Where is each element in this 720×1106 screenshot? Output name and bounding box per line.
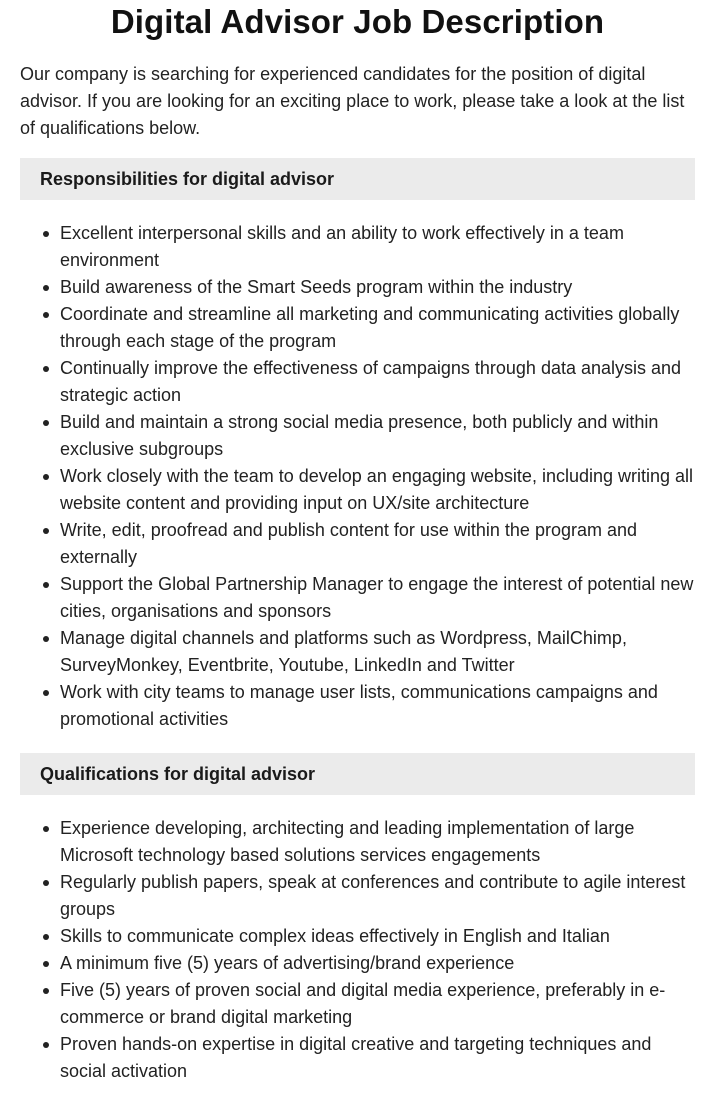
- list-item: Excellent interpersonal skills and an ability to work effectively in a team environment: [60, 220, 695, 274]
- responsibilities-list: [20, 220, 695, 733]
- list-item: Work with city teams to manage user lists, communications campaigns and promotional activities: [60, 679, 695, 733]
- list-item: Five (5) years of proven social and digital media experience, preferably in e-commerce or brand digital marketing: [60, 977, 695, 1031]
- list-item: Proven hands-on expertise in digital creative and targeting techniques and social activation: [60, 1031, 695, 1085]
- list-item: Regularly publish papers, speak at conferences and contribute to agile interest groups: [60, 869, 695, 923]
- intro-paragraph: Our company is searching for experienced candidates for the position of digital advisor. If you are looking for an exciting place to work, please take a look at the list of qualifications below.: [20, 64, 685, 138]
- list-item: Continually improve the effectiveness of campaigns through data analysis and strategic action: [60, 355, 695, 409]
- list-item: A minimum five (5) years of advertising/brand experience: [60, 950, 695, 977]
- list-item: Skills to communicate complex ideas effectively in English and Italian: [60, 923, 695, 950]
- list-item: Build awareness of the Smart Seeds program within the industry: [60, 274, 695, 301]
- list-item: Write, edit, proofread and publish content for use within the program and externally: [60, 517, 695, 571]
- list-item: Work closely with the team to develop an engaging website, including writing all website content and providing input on UX/site architecture: [60, 463, 695, 517]
- qualifications-heading: Qualifications for digital advisor: [20, 753, 695, 795]
- list-item: Manage digital channels and platforms such as Wordpress, MailChimp, SurveyMonkey, Eventbrite, Youtube, LinkedIn and Twitter: [60, 625, 695, 679]
- responsibilities-heading: Responsibilities for digital advisor: [20, 158, 695, 200]
- page-title: Digital Advisor Job Description: [110, 3, 605, 40]
- list-item: Coordinate and streamline all marketing and communicating activities globally through each stage of the program: [60, 301, 695, 355]
- qualifications-list: [20, 815, 695, 1085]
- list-item: Experience developing, architecting and leading implementation of large Microsoft technology based solutions services engagements: [60, 815, 695, 869]
- list-item: Support the Global Partnership Manager to engage the interest of potential new cities, organisations and sponsors: [60, 571, 695, 625]
- list-item: Build and maintain a strong social media presence, both publicly and within exclusive subgroups: [60, 409, 695, 463]
